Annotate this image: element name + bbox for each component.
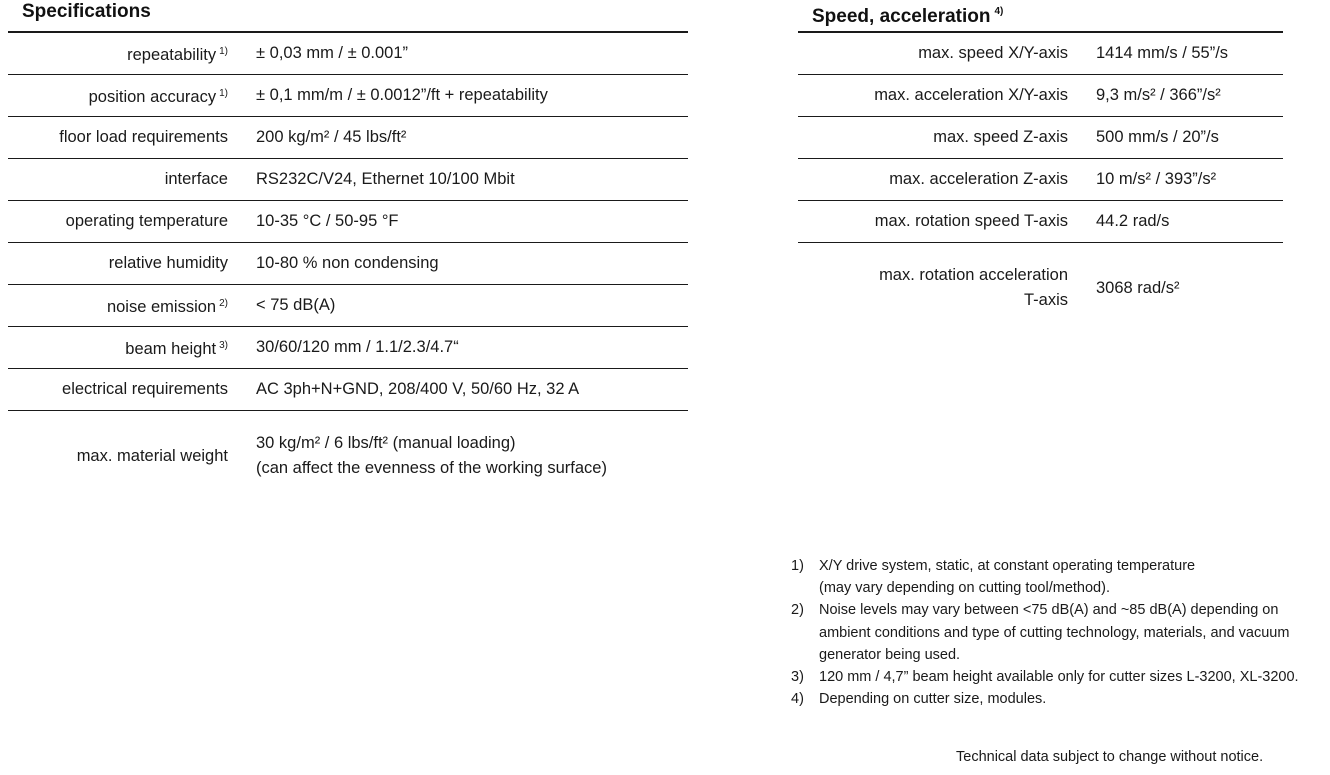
row-label	[8, 377, 242, 402]
row-label-text: noise emission	[106, 298, 217, 316]
value-line: 30 kg/m² / 6 lbs/ft² (manual loading)	[256, 434, 516, 452]
row-label-text: max. material weight	[76, 446, 228, 465]
row-label	[8, 81, 242, 110]
row-label	[8, 333, 242, 362]
row-label: max. acceleration Z-axis	[889, 170, 1068, 188]
table-row	[8, 159, 688, 201]
row-label-text: operating temperature	[65, 212, 228, 230]
row-value	[242, 431, 607, 481]
table-row	[8, 117, 688, 159]
table-row	[798, 75, 1283, 117]
footnote-line: 120 mm / 4,7” beam height available only for cutter sizes L-3200, XL-3200.	[819, 669, 1299, 686]
table-row	[8, 33, 688, 75]
row-label: max. acceleration X/Y-axis	[874, 86, 1068, 104]
row-label-text: floor load requirements	[59, 128, 228, 146]
row-value: 10 m/s² / 393”/s²	[1096, 170, 1217, 188]
table-row	[8, 243, 688, 285]
footnote-item	[791, 555, 1330, 599]
table-row	[8, 411, 688, 501]
row-label	[8, 291, 242, 320]
row-label	[8, 209, 242, 234]
footnote-line: Depending on cutter size, modules.	[819, 691, 1047, 708]
speed-acceleration-title	[798, 0, 1003, 29]
value-line: (can affect the evenness of the working surface)	[256, 459, 607, 477]
table-row	[8, 75, 688, 117]
table-row	[8, 369, 688, 411]
footnote-ref: 3)	[219, 340, 228, 351]
footnote-text	[819, 666, 1330, 688]
row-label	[798, 263, 1082, 313]
row-label-text: beam height	[125, 340, 217, 358]
table-row	[798, 243, 1283, 333]
specifications-title-text: Specifications	[22, 1, 151, 22]
row-label	[8, 167, 242, 192]
footnote-line: Noise levels may vary between <75 dB(A) and ~85 dB(A) depending on	[819, 602, 1279, 619]
disclaimer-text: Technical data subject to change without notice.	[956, 749, 1264, 765]
row-value: ± 0,1 mm/m / ± 0.0012”/ft + repeatability	[256, 86, 548, 104]
row-label	[8, 444, 242, 469]
row-label: max. speed Z-axis	[933, 128, 1068, 146]
footnote-item	[791, 666, 1330, 688]
table-row	[8, 285, 688, 327]
footnote-item	[791, 599, 1330, 666]
row-label	[8, 251, 242, 276]
footnote-number: 2)	[791, 602, 804, 619]
footnote-text	[819, 555, 1330, 599]
footnotes	[791, 555, 1330, 710]
table-row	[798, 117, 1283, 159]
row-label	[8, 125, 242, 150]
table-row	[798, 201, 1283, 243]
footnote-text	[819, 599, 1330, 666]
footnote-number: 1)	[791, 558, 804, 574]
specifications-table	[8, 31, 688, 501]
table-row	[798, 33, 1283, 75]
footnote-line: ambient conditions and type of cutting technology, materials, and vacuum	[819, 624, 1290, 641]
label-line: max. rotation acceleration	[879, 266, 1068, 284]
row-label: max. speed X/Y-axis	[918, 44, 1068, 62]
speed-acceleration-table	[798, 31, 1283, 333]
row-value: 30/60/120 mm / 1.1/2.3/4.7“	[256, 338, 459, 356]
row-label-text: repeatability	[127, 46, 217, 64]
row-value: 10-35 °C / 50-95 °F	[256, 212, 399, 230]
row-value: 1414 mm/s / 55”/s	[1096, 44, 1229, 62]
row-value: 3068 rad/s²	[1096, 278, 1180, 297]
row-label-text: position accuracy	[88, 88, 217, 106]
table-row	[798, 159, 1283, 201]
footnote-number: 3)	[791, 669, 804, 686]
row-value: ± 0,03 mm / ± 0.001”	[256, 44, 409, 62]
footnote-line: X/Y drive system, static, at constant operating temperature	[819, 558, 1196, 574]
row-value: RS232C/V24, Ethernet 10/100 Mbit	[256, 170, 515, 188]
row-value: < 75 dB(A)	[256, 296, 336, 314]
row-value: 10-80 % non condensing	[256, 254, 439, 272]
row-value: AC 3ph+N+GND, 208/400 V, 50/60 Hz, 32 A	[256, 380, 580, 398]
footnote-ref: 1)	[219, 88, 228, 99]
footnote-line: (may vary depending on cutting tool/method).	[819, 580, 1110, 597]
table-row	[8, 327, 688, 369]
row-value: 500 mm/s / 20”/s	[1096, 128, 1219, 146]
label-line: T-axis	[1023, 291, 1068, 309]
row-value: 9,3 m/s² / 366”/s²	[1096, 86, 1221, 104]
footnote-line: generator being used.	[819, 646, 961, 663]
row-label-text: electrical requirements	[62, 380, 228, 398]
row-value: 200 kg/m² / 45 lbs/ft²	[256, 128, 407, 146]
table-row	[8, 201, 688, 243]
row-label: max. rotation speed T-axis	[874, 212, 1068, 230]
footnote-text	[819, 688, 1330, 710]
specifications-title	[8, 0, 151, 24]
footnote-item	[791, 688, 1330, 710]
speed-title-footnote-ref: 4)	[994, 6, 1004, 17]
footnote-ref: 1)	[219, 46, 228, 57]
row-value: 44.2 rad/s	[1096, 212, 1170, 230]
speed-title-text: Speed, acceleration	[812, 6, 991, 27]
footnote-ref: 2)	[219, 298, 228, 309]
row-label-text: relative humidity	[108, 254, 228, 272]
row-label	[8, 39, 242, 68]
footnote-number: 4)	[791, 691, 804, 708]
row-label-text: interface	[164, 170, 228, 188]
